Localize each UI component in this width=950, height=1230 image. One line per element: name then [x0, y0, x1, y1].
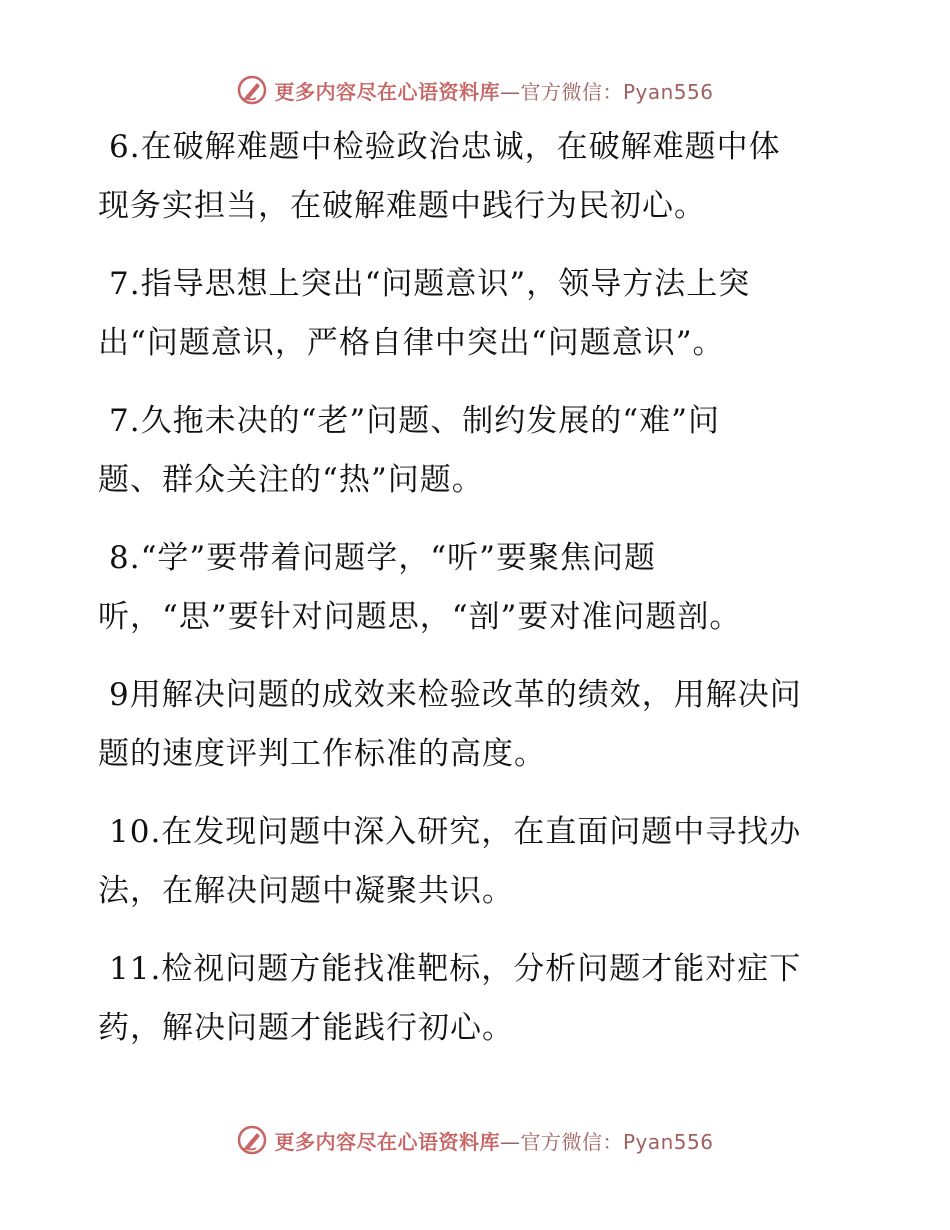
paragraph-line: 题、群众关注的“热”问题。: [98, 462, 484, 498]
paragraph-6: [98, 118, 858, 236]
paragraph-line: 现务实担当，在破解难题中践行为民初心。: [98, 188, 706, 224]
paragraph-8: [98, 529, 858, 647]
pen-logo-icon: [236, 74, 268, 106]
paragraph-11: [98, 940, 858, 1058]
paragraph-line: 题的速度评判工作标准的高度。: [98, 736, 546, 772]
document-body: [98, 118, 858, 1077]
watermark-title: 更多内容尽在心语资料库: [274, 1129, 500, 1154]
header-watermark: [0, 72, 950, 108]
footer-watermark: [0, 1122, 950, 1158]
paragraph-line: 药，解决问题才能践行初心。: [98, 1010, 514, 1046]
paragraph-line: 6.在破解难题中检验政治忠诚，在破解难题中体: [109, 129, 781, 165]
pen-logo-icon: [236, 1124, 268, 1156]
paragraph-line: 10.在发现问题中深入研究，在直面问题中寻找办: [109, 814, 802, 850]
paragraph-10: [98, 803, 858, 921]
paragraph-line: 8.“学”要带着问题学，“听”要聚焦问题: [109, 540, 656, 576]
watermark-wechat: —官方微信：Pyan556: [499, 79, 714, 104]
paragraph-line: 9用解决问题的成效来检验改革的绩效，用解决问: [109, 677, 802, 713]
paragraph-7a: [98, 255, 858, 373]
paragraph-7b: [98, 392, 858, 510]
paragraph-line: 11.检视问题方能找准靶标，分析问题才能对症下: [109, 951, 802, 987]
watermark-title: 更多内容尽在心语资料库: [274, 79, 500, 104]
paragraph-line: 出“问题意识，严格自律中突出“问题意识”。: [98, 325, 725, 361]
paragraph-line: 法，在解决问题中凝聚共识。: [98, 873, 514, 909]
paragraph-9: [98, 666, 858, 784]
paragraph-line: 7.指导思想上突出“问题意识”，领导方法上突: [109, 266, 751, 302]
paragraph-line: 7.久拖未决的“老”问题、制约发展的“难”问: [109, 403, 720, 439]
paragraph-line: 听，“思”要针对问题思，“剖”要对准问题剖。: [98, 599, 742, 635]
watermark-wechat: —官方微信：Pyan556: [499, 1129, 714, 1154]
